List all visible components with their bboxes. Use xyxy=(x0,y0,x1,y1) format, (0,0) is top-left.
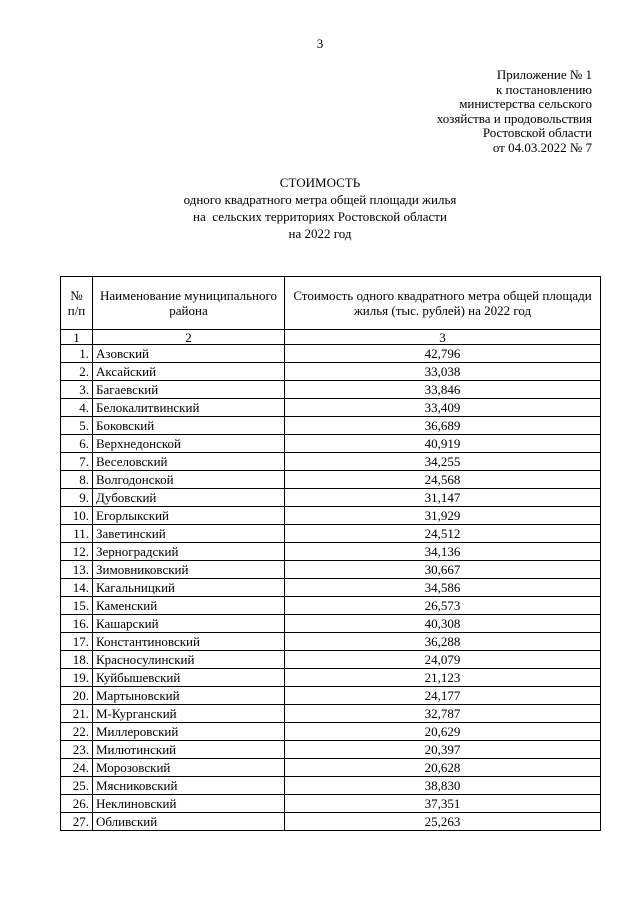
cost-value: 25,263 xyxy=(285,813,601,831)
appendix-line: хозяйства и продовольствия xyxy=(436,110,592,126)
row-number: 27. xyxy=(61,813,93,831)
cost-value: 21,123 xyxy=(285,669,601,687)
cost-value: 30,667 xyxy=(285,561,601,579)
row-number: 4. xyxy=(61,399,93,417)
district-name: Морозовский xyxy=(93,759,285,777)
district-name: Веселовский xyxy=(93,453,285,471)
district-name: Боковский xyxy=(93,417,285,435)
row-number: 11. xyxy=(61,525,93,543)
table-row xyxy=(61,687,601,705)
table-row xyxy=(61,633,601,651)
cost-value: 33,846 xyxy=(285,381,601,399)
row-number: 23. xyxy=(61,741,93,759)
cost-value: 31,147 xyxy=(285,489,601,507)
title-line: на сельских территориях Ростовской области xyxy=(193,209,447,224)
row-number: 19. xyxy=(61,669,93,687)
row-number: 10. xyxy=(61,507,93,525)
table-row xyxy=(61,651,601,669)
table-row xyxy=(61,453,601,471)
row-number: 17. xyxy=(61,633,93,651)
district-name: Неклиновский xyxy=(93,795,285,813)
district-name: М-Курганский xyxy=(93,705,285,723)
row-number: 24. xyxy=(61,759,93,777)
table-row xyxy=(61,435,601,453)
appendix-line: к постановлению xyxy=(495,81,592,97)
row-number: 15. xyxy=(61,597,93,615)
table-row xyxy=(61,417,601,435)
appendix-block xyxy=(392,68,592,155)
row-number: 25. xyxy=(61,777,93,795)
district-name: Красносулинский xyxy=(93,651,285,669)
table-row xyxy=(61,381,601,399)
header-num: № п/п xyxy=(61,277,93,330)
row-number: 18. xyxy=(61,651,93,669)
table-row xyxy=(61,561,601,579)
cost-value: 24,568 xyxy=(285,471,601,489)
cost-value: 40,919 xyxy=(285,435,601,453)
table-row xyxy=(61,597,601,615)
table-row xyxy=(61,705,601,723)
cost-value: 33,409 xyxy=(285,399,601,417)
row-number: 21. xyxy=(61,705,93,723)
district-name: Кагальницкий xyxy=(93,579,285,597)
district-name: Белокалитвинский xyxy=(93,399,285,417)
table-index-row xyxy=(61,330,601,345)
district-name: Зерноградский xyxy=(93,543,285,561)
table-row xyxy=(61,471,601,489)
title-line: СТОИМОСТЬ xyxy=(279,175,361,190)
header-value: Стоимость одного квадратного метра общей площади жилья (тыс. рублей) на 2022 год xyxy=(285,277,601,330)
page-number: 3 xyxy=(316,36,324,51)
cost-value: 20,628 xyxy=(285,759,601,777)
row-number: 13. xyxy=(61,561,93,579)
district-name: Верхнедонской xyxy=(93,435,285,453)
district-name: Куйбышевский xyxy=(93,669,285,687)
row-number: 8. xyxy=(61,471,93,489)
column-index: 3 xyxy=(285,330,601,345)
table-row xyxy=(61,399,601,417)
cost-value: 24,079 xyxy=(285,651,601,669)
cost-value: 36,288 xyxy=(285,633,601,651)
table-row xyxy=(61,669,601,687)
cost-value: 31,929 xyxy=(285,507,601,525)
district-name: Миллеровский xyxy=(93,723,285,741)
district-name: Обливский xyxy=(93,813,285,831)
row-number: 14. xyxy=(61,579,93,597)
row-number: 26. xyxy=(61,795,93,813)
district-name: Азовский xyxy=(93,345,285,363)
table-row xyxy=(61,543,601,561)
table-row xyxy=(61,363,601,381)
row-number: 1. xyxy=(61,345,93,363)
district-name: Милютинский xyxy=(93,741,285,759)
district-name: Мартыновский xyxy=(93,687,285,705)
district-name: Зимовниковский xyxy=(93,561,285,579)
row-number: 2. xyxy=(61,363,93,381)
appendix-line: Ростовской области xyxy=(482,125,592,140)
row-number: 22. xyxy=(61,723,93,741)
district-name: Багаевский xyxy=(93,381,285,399)
appendix-line: от 04.03.2022 № 7 xyxy=(492,139,592,155)
table-row xyxy=(61,813,601,831)
column-index: 2 xyxy=(93,330,285,345)
cost-value: 42,796 xyxy=(285,345,601,363)
row-number: 6. xyxy=(61,435,93,453)
cost-value: 38,830 xyxy=(285,777,601,795)
cost-value: 24,512 xyxy=(285,525,601,543)
district-name: Аксайский xyxy=(93,363,285,381)
cost-value: 26,573 xyxy=(285,597,601,615)
title-line: на 2022 год xyxy=(288,226,352,241)
row-number: 7. xyxy=(61,453,93,471)
table-body xyxy=(61,345,601,831)
table-row xyxy=(61,615,601,633)
document-title xyxy=(0,174,640,242)
cost-value: 40,308 xyxy=(285,615,601,633)
row-number: 5. xyxy=(61,417,93,435)
cost-value: 34,136 xyxy=(285,543,601,561)
cost-value: 33,038 xyxy=(285,363,601,381)
cost-value: 20,397 xyxy=(285,741,601,759)
district-name: Егорлыкский xyxy=(93,507,285,525)
cost-value: 34,255 xyxy=(285,453,601,471)
table-row xyxy=(61,795,601,813)
row-number: 16. xyxy=(61,615,93,633)
header-name: Наименование муниципального района xyxy=(93,277,285,330)
district-name: Каменский xyxy=(93,597,285,615)
table-row xyxy=(61,777,601,795)
cost-value: 37,351 xyxy=(285,795,601,813)
row-number: 9. xyxy=(61,489,93,507)
title-line: одного квадратного метра общей площади жилья xyxy=(183,192,457,207)
column-index: 1 xyxy=(61,330,93,345)
cost-value: 20,629 xyxy=(285,723,601,741)
cost-value: 32,787 xyxy=(285,705,601,723)
table-row xyxy=(61,759,601,777)
district-name: Кашарский xyxy=(93,615,285,633)
table-row xyxy=(61,507,601,525)
table-header-row xyxy=(61,277,601,330)
row-number: 3. xyxy=(61,381,93,399)
table-row xyxy=(61,741,601,759)
row-number: 20. xyxy=(61,687,93,705)
row-number: 12. xyxy=(61,543,93,561)
cost-value: 34,586 xyxy=(285,579,601,597)
cost-value: 36,689 xyxy=(285,417,601,435)
table-row xyxy=(61,489,601,507)
district-name: Константиновский xyxy=(93,633,285,651)
cost-value: 24,177 xyxy=(285,687,601,705)
cost-table xyxy=(60,276,601,831)
table-row xyxy=(61,579,601,597)
appendix-line: Приложение № 1 xyxy=(496,67,592,82)
appendix-line: министерства сельского xyxy=(459,96,592,111)
district-name: Заветинский xyxy=(93,525,285,543)
table-row xyxy=(61,525,601,543)
district-name: Волгодонской xyxy=(93,471,285,489)
table-row xyxy=(61,345,601,363)
district-name: Дубовский xyxy=(93,489,285,507)
district-name: Мясниковский xyxy=(93,777,285,795)
table-row xyxy=(61,723,601,741)
